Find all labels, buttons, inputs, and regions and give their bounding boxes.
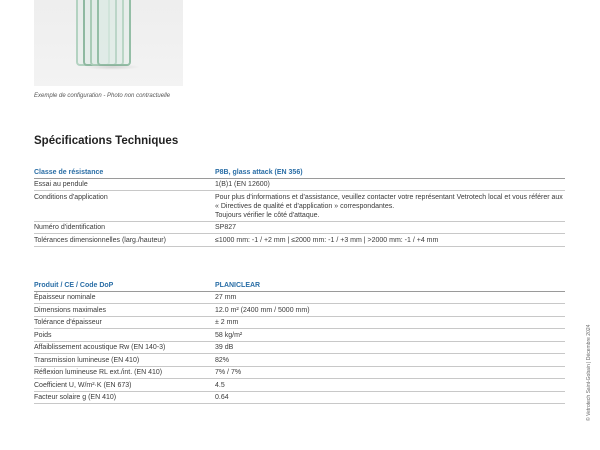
row-key: Poids [34,331,52,339]
table-row [34,191,565,222]
table-row [34,292,565,305]
table-row [34,329,565,342]
row-value: SP827 [215,224,237,231]
row-value: ± 2 mm [215,319,239,326]
row-key: Numéro d'identification [34,224,105,231]
row-key: Tolérance d'épaisseur [34,319,102,326]
table-row [34,179,565,192]
row-key: Épaisseur nominale [34,294,96,301]
row-key: Réflexion lumineuse RL ext./int. (EN 410) [34,369,163,376]
section-title: Spécifications Techniques [34,135,179,147]
spec-table-product [34,279,565,404]
row-key: Facteur solaire g (EN 410) [34,394,117,401]
row-key: Transmission lumineuse (EN 410) [34,356,140,364]
row-key: Essai au pendule [34,181,88,188]
row-key: Affaiblissement acoustique Rw (EN 140-3) [34,344,166,351]
row-key: Dimensions maximales [34,306,106,314]
copyright-note: © Vetrotech Saint-Gobain | Décembre 2024 [586,324,592,421]
table-row [34,304,565,317]
glass-pane-4 [97,0,131,66]
row-key: Coefficient U, W/m²·K (EN 673) [34,381,132,389]
header-key: Produit / CE / Code DoP [34,281,114,289]
table-row [34,379,565,392]
product-photo [34,0,183,86]
glass-shadow [84,64,140,70]
row-value-line: Toujours vérifier le côté d'attaque. [215,211,320,219]
row-value: ≤1000 mm: -1 / +2 mm | ≤2000 mm: -1 / +3 mm | >2000 mm: -1 / +4 mm [215,236,439,244]
table-header-row [34,166,565,179]
row-value-line: Pour plus d'informations et d'assistance, veuillez contacter votre représentant Vetrotech local et vous référer aux « Directives de qualité et d'application » correspondantes. [215,193,563,210]
table-row [34,342,565,355]
header-value: P8B, glass attack (EN 356) [215,168,303,176]
row-value: 39 dB [215,344,234,351]
table-row [34,234,565,247]
table-row [34,354,565,367]
table-row [34,222,565,235]
table-header-row [34,279,565,292]
table-row [34,317,565,330]
row-key: Conditions d'application [34,193,108,201]
header-value: PLANICLEAR [215,281,261,289]
row-value: 1(B)1 (EN 12600) [215,181,270,188]
row-value: 4.5 [215,381,225,389]
row-value [215,193,565,220]
photo-caption: Exemple de configuration - Photo non contractuelle [34,93,171,99]
row-value: 82% [215,356,230,364]
row-value: 27 mm [215,294,237,301]
row-value: 7% / 7% [215,369,242,376]
row-value: 12.0 m² (2400 mm / 5000 mm) [215,306,310,314]
header-key: Classe de résistance [34,168,104,176]
table-row [34,367,565,380]
row-value: 58 kg/m² [215,331,243,339]
row-key: Tolérances dimensionnelles (larg./hauteur) [34,236,166,244]
row-value: 0.64 [215,394,229,401]
spec-table-resistance [34,166,565,247]
table-row [34,392,565,405]
